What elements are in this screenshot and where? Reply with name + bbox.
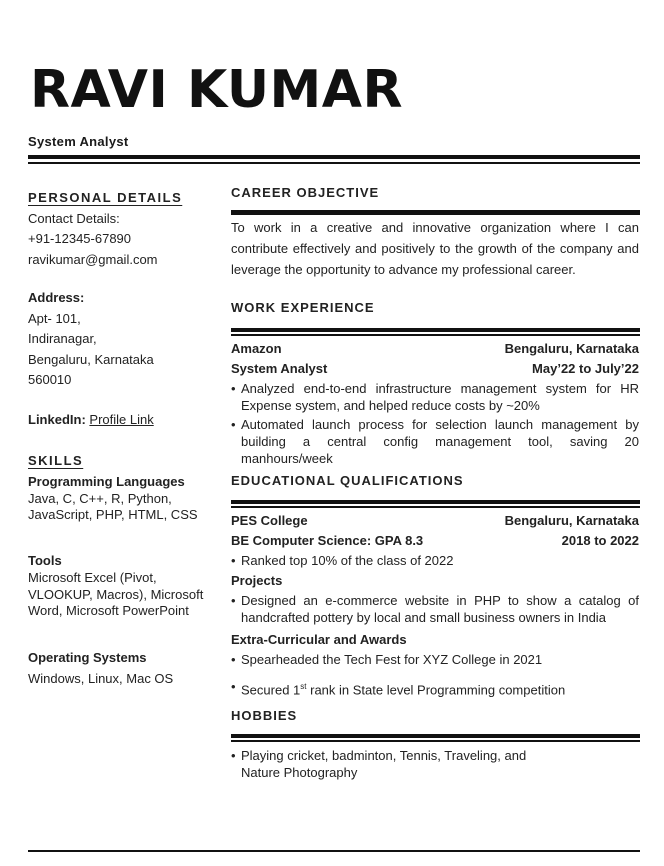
job-title: System Analyst	[231, 361, 328, 376]
work-divider-top	[231, 328, 640, 332]
linkedin-profile-link[interactable]: Profile Link	[89, 412, 154, 427]
extra-curricular-bullet: • Spearheaded the Tech Fest for XYZ College in 2021	[231, 650, 639, 670]
work-experience-heading: WORK EXPERIENCE	[231, 300, 375, 315]
os-section	[28, 648, 173, 689]
skills-section	[28, 451, 198, 524]
skills-heading: SKILLS	[28, 453, 84, 468]
hobbies-divider-top	[231, 734, 640, 738]
projects-label: Projects	[231, 573, 283, 588]
career-objective-text: To work in a creative and innovative organization where I can contribute effectively and positively to the growth of the company and leverage the opportunity to advance my professional career.	[231, 220, 639, 277]
hobbies-heading: HOBBIES	[231, 708, 298, 723]
personal-details-heading: PERSONAL DETAILS	[28, 190, 183, 205]
degree-dates: 2018 to 2022	[561, 533, 639, 548]
tools-section	[28, 552, 203, 620]
os-label: Operating Systems	[28, 650, 147, 665]
linkedin-label: LinkedIn:	[28, 412, 86, 427]
linkedin-section	[28, 410, 154, 431]
extra-curricular-label: Extra-Curricular and Awards	[231, 632, 407, 647]
award-ordinal: st	[300, 682, 307, 691]
education-divider-bottom	[231, 506, 640, 508]
objective-divider	[231, 210, 640, 215]
hobbies-divider-bottom	[231, 740, 640, 742]
education-entry	[231, 511, 639, 700]
education-bullet: • Ranked top 10% of the class of 2022	[231, 551, 639, 571]
hobbies-bullet: • Playing cricket, badminton, Tennis, Traveling, and Nature Photography	[231, 747, 561, 781]
address-label: Address:	[28, 290, 85, 305]
footer-divider	[28, 850, 640, 852]
college-name: PES College	[231, 513, 308, 528]
programming-languages-line: Java, C, C++, R, Python,	[28, 490, 172, 506]
os-text: Windows, Linux, Mac OS	[28, 670, 174, 686]
programming-languages-line: JavaScript, PHP, HTML, CSS	[28, 507, 198, 522]
programming-languages-label: Programming Languages	[28, 473, 185, 489]
tools-line: Microsoft Excel (Pivot,	[28, 570, 157, 585]
email-address: ravikumar@gmail.com	[28, 251, 158, 267]
personal-details-section	[28, 188, 182, 270]
work-divider-bottom	[231, 334, 640, 336]
work-bullet: • Analyzed end-to-end infrastructure management system for HR Expense system, and helped reduce costs by ~20%	[231, 380, 639, 414]
header-divider-top	[28, 155, 640, 159]
resume-role: System Analyst	[28, 134, 129, 149]
job-dates: May’22 to July’22	[532, 361, 639, 376]
header-divider-bottom	[28, 162, 640, 164]
education-heading: EDUCATIONAL QUALIFICATIONS	[231, 473, 464, 488]
address-line: Bengaluru, Karnataka	[28, 351, 154, 367]
extra-curricular-bullet	[231, 677, 639, 700]
company-name: Amazon	[231, 341, 282, 356]
award-text: Secured 1	[241, 682, 301, 698]
company-location: Bengaluru, Karnataka	[504, 341, 639, 356]
address-line: Apt- 101,	[28, 310, 81, 326]
address-line: Indiranagar,	[28, 331, 97, 346]
college-location: Bengaluru, Karnataka	[504, 513, 639, 528]
education-divider-top	[231, 500, 640, 504]
work-bullet: • Automated launch process for selection launch management by building a central config management tool, saving 20 manhours/week	[231, 416, 639, 467]
degree: BE Computer Science: GPA 8.3	[231, 533, 424, 548]
award-text: rank in State level Programming competition	[306, 682, 566, 698]
hobbies-entry	[231, 747, 561, 781]
work-entry	[231, 339, 639, 467]
resume-name: RAVI KUMAR	[30, 60, 404, 120]
tools-line: VLOOKUP, Macros), Microsoft	[28, 586, 204, 602]
career-objective-heading: CAREER OBJECTIVE	[231, 185, 380, 200]
address-line: 560010	[28, 372, 72, 387]
tools-line: Word, Microsoft PowerPoint	[28, 603, 189, 618]
phone-number: +91-12345-67890	[28, 231, 132, 246]
tools-label: Tools	[28, 553, 62, 568]
contact-label: Contact Details:	[28, 210, 120, 226]
address-section	[28, 288, 154, 391]
project-bullet: • Designed an e-commerce website in PHP to show a catalog of handcrafted pottery by local and small business owners in India	[231, 592, 639, 626]
